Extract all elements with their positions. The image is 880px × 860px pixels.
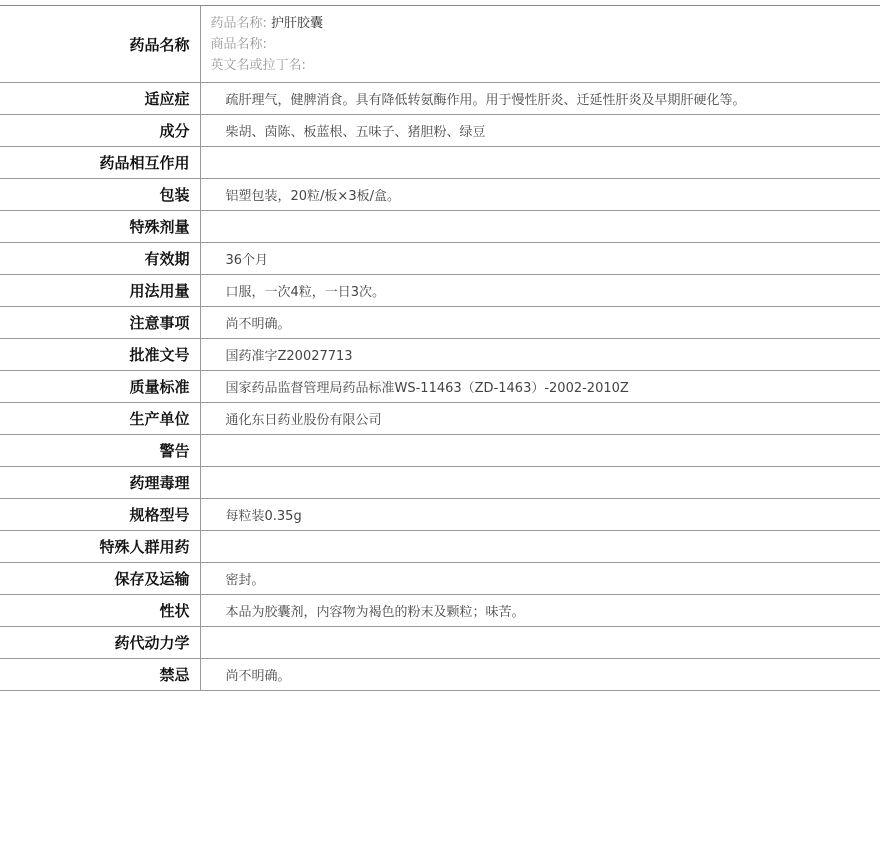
row-value: 国家药品监督管理局药品标准WS-11463（ZD-1463）-2002-2010Z [200,371,880,403]
row-label: 质量标准 [0,371,200,403]
english-name-line [211,55,880,76]
table-row-storage [0,563,880,595]
english-name-key: 英文名或拉丁名: [210,57,306,73]
row-value: 每粒装0.35g [200,499,880,531]
trade-name-key: 商品名称: [210,36,267,52]
row-label: 保存及运输 [0,563,200,595]
generic-name-key: 药品名称: [210,15,267,31]
row-value [200,147,880,179]
row-label: 用法用量 [0,275,200,307]
row-label: 警告 [0,435,200,467]
row-label: 性状 [0,595,200,627]
table-row-appearance [0,595,880,627]
row-value [200,627,880,659]
row-value [200,211,880,243]
table-row-quality-standard [0,371,880,403]
row-value [200,531,880,563]
table-row-special-populations [0,531,880,563]
row-value [200,467,880,499]
row-label: 有效期 [0,243,200,275]
row-label: 批准文号 [0,339,200,371]
row-label: 药品名称 [0,6,200,83]
row-label: 药品相互作用 [0,147,200,179]
row-label: 生产单位 [0,403,200,435]
table-row-usage [0,275,880,307]
table-row-pharmacology [0,467,880,499]
row-value: 本品为胶囊剂，内容物为褐色的粉末及颗粒；味苦。 [200,595,880,627]
table-row-approval-number [0,339,880,371]
row-label: 适应症 [0,83,200,115]
row-value: 柴胡、茵陈、板蓝根、五味子、猪胆粉、绿豆 [200,115,880,147]
row-label: 规格型号 [0,499,200,531]
row-value: 口服，一次4粒，一日3次。 [200,275,880,307]
table-row-manufacturer [0,403,880,435]
table-row-shelf-life [0,243,880,275]
table-row-warning [0,435,880,467]
row-value: 疏肝理气，健脾消食。具有降低转氨酶作用。用于慢性肝炎、迁延性肝炎及早期肝硬化等。 [200,83,880,115]
row-value: 密封。 [200,563,880,595]
row-label: 药代动力学 [0,627,200,659]
row-label: 注意事项 [0,307,200,339]
table-row-interactions [0,147,880,179]
row-label: 特殊剂量 [0,211,200,243]
row-value: 通化东日药业股份有限公司 [200,403,880,435]
row-value [200,435,880,467]
row-value: 国药准字Z20027713 [200,339,880,371]
table-row-contraindications [0,659,880,691]
drug-info-table [0,5,880,691]
table-row-pharmacokinetics [0,627,880,659]
generic-name-value: 护肝胶囊 [271,15,324,31]
table-row-drug-name [0,6,880,83]
row-value: 36个月 [200,243,880,275]
trade-name-line [211,34,880,55]
table-row-specification [0,499,880,531]
name-value-cell [200,6,880,83]
row-label: 包装 [0,179,200,211]
table-row-packaging [0,179,880,211]
table-row-precautions [0,307,880,339]
table-row-indications [0,83,880,115]
row-label: 成分 [0,115,200,147]
row-value: 尚不明确。 [200,307,880,339]
table-row-ingredients [0,115,880,147]
row-value: 尚不明确。 [200,659,880,691]
row-label: 禁忌 [0,659,200,691]
table-row-special-dosage [0,211,880,243]
row-value: 铝塑包装，20粒/板×3板/盒。 [200,179,880,211]
generic-name-line [211,13,880,34]
name-block [201,13,880,76]
row-label: 特殊人群用药 [0,531,200,563]
row-label: 药理毒理 [0,467,200,499]
